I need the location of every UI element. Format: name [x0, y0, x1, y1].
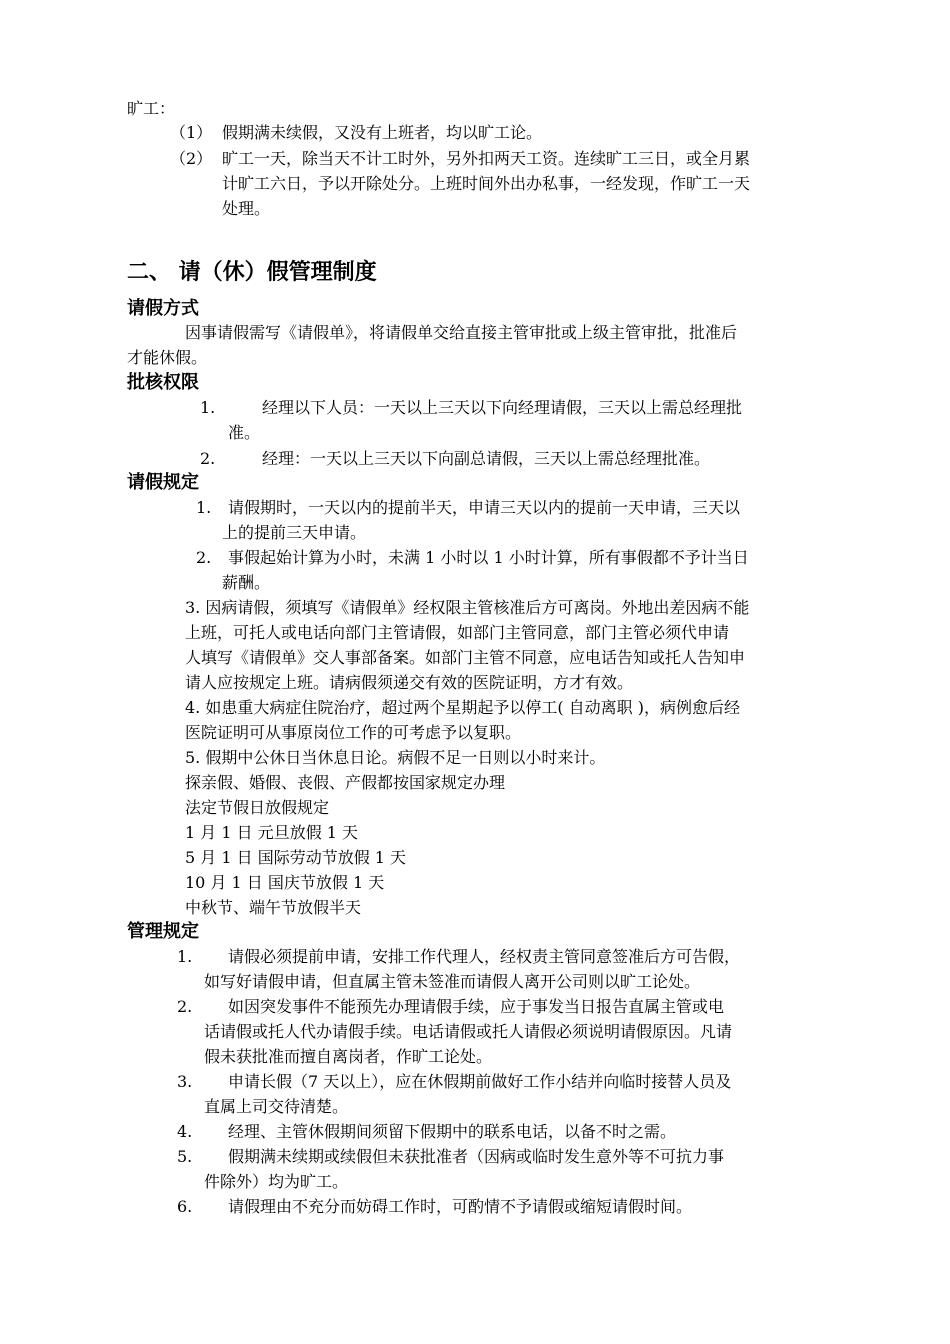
list-item-text: 如写好请假申请，但直属主管未签准而请假人离开公司则以旷工论处。 — [204, 972, 701, 991]
list-number: （2） — [170, 149, 213, 168]
list-item-text: 经理以下人员：一天以上三天以下向经理请假，三天以上需总经理批 — [262, 398, 743, 417]
list-item-text: 上的提前三天申请。 — [222, 523, 367, 542]
list-item-text: 处理。 — [222, 199, 271, 218]
list-item-text: 直属上司交待清楚。 — [204, 1097, 349, 1116]
heading-leave-rules: 请假规定 — [127, 472, 199, 493]
list-number: 2. — [177, 997, 193, 1016]
list-item-text: 请假理由不充分而妨碍工作时，可酌情不予请假或缩短请假时间。 — [228, 1197, 693, 1216]
list-number: 6. — [177, 1197, 193, 1216]
list-item-text: 申请长假（7 天以上），应在休假期前做好工作小结并向临时接替人员及 — [228, 1072, 732, 1091]
list-item-text: 事假起始计算为小时，未满 1 小时以 1 小时计算，所有事假都不予计当日 — [228, 548, 749, 567]
list-number: 1. — [177, 947, 193, 966]
list-number: 2. — [200, 449, 216, 468]
section-title: 二、 请（休）假管理制度 — [127, 260, 377, 285]
list-item-text: 假期满未续期或续假但未获批准者（因病或临时发生意外等不可抗力事 — [228, 1147, 725, 1166]
heading-management-rules: 管理规定 — [127, 921, 199, 942]
paragraph-line: 探亲假、婚假、丧假、产假都按国家规定办理 — [185, 773, 506, 792]
paragraph-line: 3. 因病请假，须填写《请假单》经权限主管核准后方可离岗。外地出差因病不能 — [185, 598, 750, 617]
list-number: 3. — [177, 1072, 193, 1091]
paragraph-line: 10 月 1 日 国庆节放假 1 天 — [185, 873, 385, 892]
list-item-text: 旷工一天，除当天不计工时外，另外扣两天工资。连续旷工三日，或全月累 — [222, 149, 751, 168]
paragraph-line: 5. 假期中公休日当休息日论。病假不足一日则以小时来计。 — [185, 748, 606, 767]
paragraph-line: 5 月 1 日 国际劳动节放假 1 天 — [185, 848, 407, 867]
paragraph-line: 中秋节、端午节放假半天 — [185, 898, 362, 917]
list-item-text: 假期满未续假，又没有上班者，均以旷工论。 — [222, 123, 543, 142]
list-item-text: 准。 — [228, 423, 261, 442]
list-item-text: 请假期时，一天以内的提前半天，申请三天以内的提前一天申请，三天以 — [228, 498, 741, 517]
heading-approval-authority: 批核权限 — [127, 372, 199, 393]
list-item-text: 件除外）均为旷工。 — [204, 1172, 349, 1191]
paragraph-line: 人填写《请假单》交人事部备案。如部门主管不同意，应电话告知或托人告知申 — [185, 648, 746, 667]
list-item-text: 经理、主管休假期间须留下假期中的联系电话，以备不时之需。 — [228, 1122, 677, 1141]
list-number: 1. — [200, 398, 216, 417]
list-item-text: 话请假或托人代办请假手续。电话请假或托人请假必须说明请假原因。凡请 — [204, 1022, 733, 1041]
list-item-text: 如因突发事件不能预先办理请假手续，应于事发当日报告直属主管或电 — [228, 997, 725, 1016]
list-number: 4. — [177, 1122, 193, 1141]
paragraph-line: 才能休假。 — [127, 348, 208, 367]
list-item-text: 经理：一天以上三天以下向副总请假，三天以上需总经理批准。 — [262, 449, 711, 468]
absence-lead: 旷工： — [127, 99, 176, 118]
paragraph-line: 因事请假需写《请假单》，将请假单交给直接主管审批或上级主管审批，批准后 — [185, 323, 738, 342]
list-number: 2. — [196, 548, 212, 567]
list-item-text: 计旷工六日，予以开除处分。上班时间外出办私事，一经发现，作旷工一天 — [222, 174, 751, 193]
list-number: 1. — [196, 498, 212, 517]
paragraph-line: 1 月 1 日 元旦放假 1 天 — [185, 823, 359, 842]
paragraph-line: 上班，可托人或电话向部门主管请假，如部门主管同意，部门主管必须代申请 — [185, 623, 730, 642]
paragraph-line: 医院证明可从事原岗位工作的可考虑予以复职。 — [185, 723, 522, 742]
list-number: 5. — [177, 1147, 193, 1166]
paragraph-line: 法定节假日放假规定 — [185, 798, 330, 817]
paragraph-line: 请人应按规定上班。请病假须递交有效的医院证明，方才有效。 — [185, 673, 634, 692]
list-item-text: 薪酬。 — [222, 573, 271, 592]
list-number: （1） — [170, 123, 213, 142]
heading-leave-method: 请假方式 — [127, 298, 199, 319]
paragraph-line: 4. 如患重大病症住院治疗，超过两个星期起予以停工( 自动离职 )，病例愈后经 — [185, 698, 741, 717]
list-item-text: 假未获批准而擅自离岗者，作旷工论处。 — [204, 1047, 493, 1066]
list-item-text: 请假必须提前申请，安排工作代理人，经权责主管同意签准后方可告假， — [228, 947, 741, 966]
